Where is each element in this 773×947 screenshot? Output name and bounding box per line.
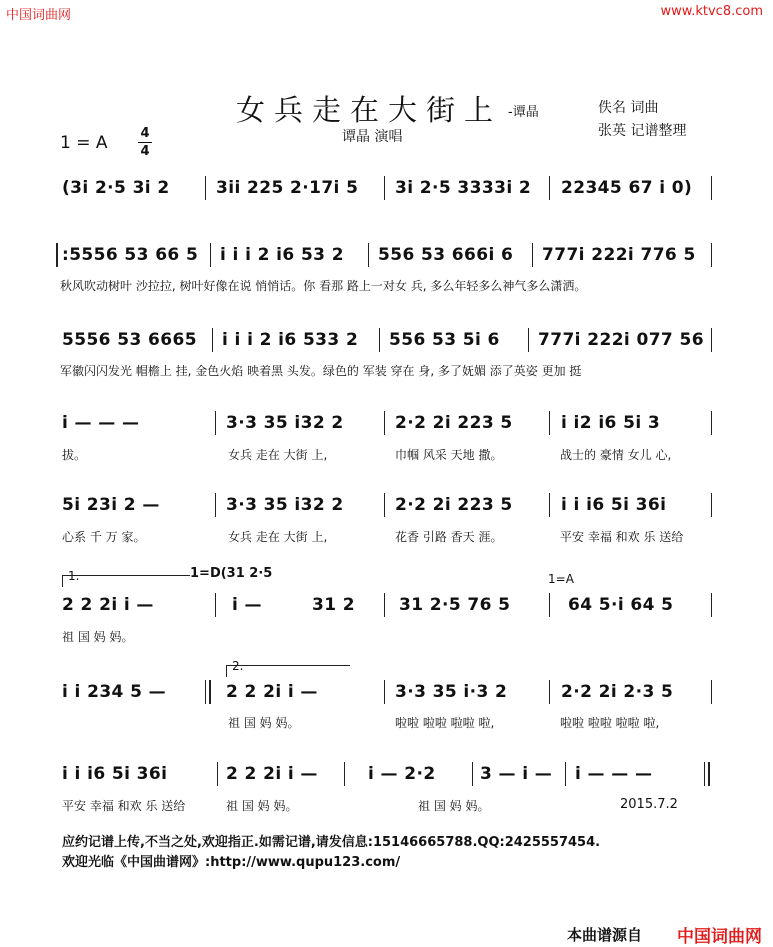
barline (711, 680, 712, 704)
s3-measure-2: i i i 2 i6 533 2 (222, 330, 359, 350)
time-signature (138, 126, 152, 159)
s8-lyric-3: 祖 国 妈 妈。 (418, 799, 490, 813)
modulation-mark: 1=D(31 2·5 (190, 566, 273, 581)
s6-measure-2: i — (232, 595, 262, 615)
score-date: 2015.7.2 (620, 797, 678, 812)
barline (215, 493, 216, 517)
repeat-end-bar (209, 680, 211, 704)
s8-measure-4: 3 — i — (480, 764, 553, 784)
barline (212, 328, 213, 352)
s8-measure-3: i — 2·2 (368, 764, 436, 784)
barline (711, 411, 712, 435)
s7-lyric-2: 啦啦 啦啦 啦啦 啦, (395, 716, 495, 730)
lyricist-credit: 佚名 词曲 (598, 100, 659, 116)
barline (384, 593, 385, 617)
barline (711, 328, 712, 352)
s4-lyric-4: 战士的 豪情 女儿 心, (560, 448, 672, 462)
s4-lyric-1: 拔。 (62, 448, 87, 462)
barline (549, 593, 550, 617)
final-bar (708, 762, 710, 786)
s4-lyric-2: 女兵 走在 大街 上, (228, 448, 328, 462)
arranger-credit: 张英 记谱整理 (598, 123, 687, 139)
s1-measure-3: 3i 2·5 3333i 2 (395, 178, 532, 198)
barline (549, 176, 550, 200)
s7-measure-4: 2·2 2i 2·3 5 (561, 682, 674, 702)
title-suffix: -谭晶 (508, 105, 539, 120)
barline (215, 411, 216, 435)
upload-note: 应约记谱上传,不当之处,欢迎指正.如需记谱,请发信息:15146665788.QQ:2425557454. (62, 835, 601, 850)
repeat-end-bar-thin (205, 680, 206, 704)
s5-lyric-1: 心系 千 万 家。 (62, 530, 146, 544)
barline (549, 411, 550, 435)
s3-measure-3: 556 53 5i 6 (389, 330, 500, 350)
volta-line (62, 575, 190, 576)
s2-measure-3: 556 53 666i 6 (378, 245, 514, 265)
volta-2-label: 2. (232, 659, 244, 673)
barline (368, 243, 369, 267)
barline (384, 176, 385, 200)
barline (472, 762, 473, 786)
volta-line-2 (226, 665, 350, 666)
s5-measure-1: 5i 23i 2 — (62, 495, 160, 515)
barline (210, 243, 211, 267)
barline (344, 762, 345, 786)
s3-measure-4: 777i 222i 077 56 (538, 330, 704, 350)
s4-measure-4: i i2 i6 5i 3 (561, 413, 661, 433)
barline (384, 411, 385, 435)
volta-1-label: 1. (68, 569, 80, 583)
s6-lyrics: 祖 国 妈 妈。 (62, 630, 134, 644)
final-bar-thin (704, 762, 705, 786)
s7-measure-3: 3·3 35 i·3 2 (395, 682, 508, 702)
s6-measure-1: 2 2 2i i — (62, 595, 154, 615)
s1-measure-2: 3ii 225 2·17i 5 (216, 178, 359, 198)
s4-lyric-3: 巾帼 风采 天地 撒。 (395, 448, 503, 462)
s4-measure-1: i — — — (62, 413, 140, 433)
s5-measure-2: 3·3 35 i32 2 (226, 495, 344, 515)
s5-lyric-3: 花香 引路 香天 涯。 (395, 530, 503, 544)
s8-measure-2: 2 2 2i i — (226, 764, 318, 784)
watermark-right: www.ktvc8.com (660, 4, 763, 19)
s6-measure-4: 31 2·5 76 5 (399, 595, 511, 615)
s3-measure-1: 5556 53 6665 (62, 330, 197, 350)
s1-measure-1: (3i 2·5 3i 2 (62, 178, 170, 198)
s4-measure-2: 3·3 35 i32 2 (226, 413, 344, 433)
key-signature: 1 = A (60, 133, 108, 153)
s2-measure-2: i i i 2 i6 53 2 (220, 245, 344, 265)
s8-measure-1: i i i6 5i 36i (62, 764, 168, 784)
barline (549, 680, 550, 704)
s5-lyric-2: 女兵 走在 大街 上, (228, 530, 328, 544)
barline (532, 243, 533, 267)
barline (384, 680, 385, 704)
barline (205, 176, 206, 200)
s5-lyric-4: 平安 幸福 和欢 乐 送给 (560, 530, 684, 544)
s8-measure-5: i — — — (575, 764, 653, 784)
s7-lyric-1: 祖 国 妈 妈。 (228, 716, 300, 730)
s2-measure-1: :5556 53 66 5 (62, 245, 199, 265)
s5-measure-3: 2·2 2i 223 5 (395, 495, 513, 515)
barline (565, 762, 566, 786)
source-site-logo[interactable]: 中国词曲网 (677, 927, 762, 947)
key-return-mark: 1=A (548, 572, 574, 586)
barline (711, 243, 712, 267)
s4-measure-3: 2·2 2i 223 5 (395, 413, 513, 433)
barline (711, 176, 712, 200)
barline (384, 493, 385, 517)
time-sig-top: 4 (140, 126, 150, 141)
s5-measure-4: i i i6 5i 36i (561, 495, 667, 515)
s8-lyric-1: 平安 幸福 和欢 乐 送给 (62, 799, 186, 813)
s6-measure-5: 64 5·i 64 5 (568, 595, 674, 615)
watermark-left: 中国词曲网 (6, 8, 72, 23)
barline (379, 328, 380, 352)
barline (711, 493, 712, 517)
s7-measure-2: 2 2 2i i — (226, 682, 318, 702)
song-title: 女兵走在大街上 (236, 93, 503, 127)
repeat-start-bar (56, 243, 58, 267)
s7-lyric-3: 啦啦 啦啦 啦啦 啦, (560, 716, 660, 730)
time-sig-bottom: 4 (140, 144, 150, 159)
s2-measure-4: 777i 222i 776 5 (542, 245, 696, 265)
s1-measure-4: 22345 67 i 0) (561, 178, 693, 198)
source-label: 本曲谱源自 (567, 926, 643, 944)
barline (528, 328, 529, 352)
s8-lyric-2: 祖 国 妈 妈。 (226, 799, 298, 813)
welcome-link[interactable]: 欢迎光临《中国曲谱网》:http://www.qupu123.com/ (62, 855, 401, 870)
s2-lyrics: 秋风吹动树叶 沙拉拉, 树叶好像在说 悄悄话。你 看那 路上一对女 兵, 多么年轻多么神气多么潇洒。 (60, 279, 587, 293)
s6-measure-3: 31 2 (312, 595, 356, 615)
s3-lyrics: 军徽闪闪发光 帽檐上 挂, 金色火焰 映着黑 头发。绿色的 军装 穿在 身, 多了妩媚 添了英姿 更加 挺 (60, 364, 582, 378)
barline (217, 762, 218, 786)
volta-bracket-2 (226, 665, 227, 677)
volta-bracket (62, 575, 63, 587)
barline (711, 593, 712, 617)
barline (215, 593, 216, 617)
s7-measure-1: i i 234 5 — (62, 682, 167, 702)
barline (549, 493, 550, 517)
singer-credit: 谭晶 演唱 (342, 129, 403, 145)
